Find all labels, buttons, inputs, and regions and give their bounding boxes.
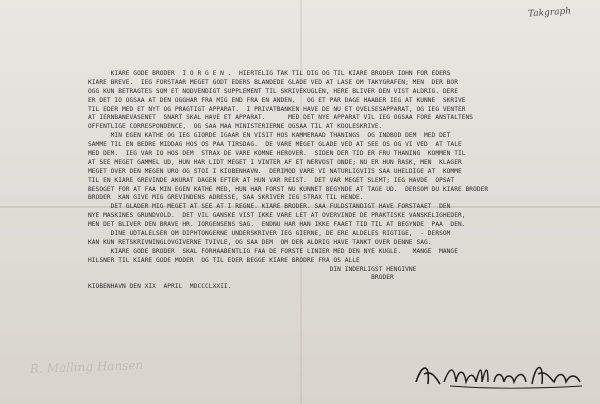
letter-line: MEN DET BLIVER DEN BRAVE HR. IÖRGENSENS SAG. ENDNU HAR HAN IKKE FAAET TID TIL AT BEGYNDE PAA DEN. <box>88 221 466 229</box>
letter-line: KAN KUN RETSKRIVNINGLOVGIVERNE TVIVLE, OG SAA DEM OM DER ALDRIG HAVE TÄNKT OVER DENNE SAG. <box>88 238 432 246</box>
letter-line: KIÖBENHAVN DEN XIX APRIL MDCCCLXXII. <box>88 283 232 291</box>
letter-line: BESÖGET FOR AT FAA MIN EGEN KÄTHE MED, HUN HAR FÖRST NU KUNNET BEGYNDE AT TAGE UD. DERSOM DU KIÄRE BRODER <box>88 185 489 193</box>
letter-line: AT SEE MEGET GAMMEL UD, HUN HAR LIDT MEGET I VINTER AF ET NERVÖST ONDE; NU ER HUN RASK, MEN KLAGER <box>88 158 462 166</box>
letter-line: OGG KUN BETRAGTES SOM ET NÖDVENDIGT SUPPLEMENT TIL SKRIVEKUGLEN, HERE BLIVER DEN VIST ALDRIG. DERE <box>88 87 458 95</box>
letter-line: SAMME TIL EN BEDRE MIDDAG HOS OS PAA TIRSDAG. DE VARE MEGET GLADE VED AT SEE OS OG VI VED AT TALE <box>88 141 462 149</box>
letter-line: ER DET IO OGSAA AT DEN OGGHAR FRA MIG END FRA EN ANDEN. OG ET PAR DAGE HAABER IEG AT KUNNE SKRIVE <box>88 96 466 104</box>
letter-line: BRODER <box>88 274 394 282</box>
letter-line: KIÄRE GODE BRODER I Ö R G E N . HIERTELIG TAK TIL DIG OG TIL KIÄRE BRODER IOHN FOR EDERS <box>88 70 451 77</box>
letter-line: MIN EGEN KÄTHE OG IEG GIORDE IGAAR EN VISIT HOS KAMMERAAD THANINGS OG INDBÖD DEM MED DET <box>88 132 451 140</box>
letter-line: TIL EDER MED ET NYT OG PRÄGTIGT APPARAT. I PRIVATBANKEN HAVE DE NU ET ÖVELSESAPPARAT, OG IEG VENTER <box>88 105 466 113</box>
letter-line: MEGET OVER DEN MEGEN URO OG STÖI I KIÖBENHAVN. DERIMOD VARE VI NATURLIGVIIS SAA UHELDIGE AT KOMME <box>88 167 462 175</box>
handwritten-signature <box>410 356 590 392</box>
bleed-through-signature: R. Malling Hansen <box>29 358 144 376</box>
typed-letter-body <box>88 70 568 292</box>
letter-line: NYE MASKINES GRUNDVOLD. DET VIL GANSKE VIST IKKE VÄRE LET AT OVERVINDE DE PRAKTISKE VANSKELIGHEDER, <box>88 212 466 220</box>
letter-line: AT IERNBANEVÄSENET SNART SKAL HAVE ET APPARAT. MED DET NYE APPARAT VIL IEG OGSAA FÖRE ANSTALTENS <box>88 114 474 122</box>
letter-line: TIL EN KIÄRE GREVINDE AKURAT DAGEN EFTER AT HUN VAR REIST. DET VAR MEGET SLEMT; IEG HAVDE OPSAT <box>88 176 455 184</box>
letter-line: KIÄRE GODE BRODER SKAL FORHAABENTLIG FAA DE FÖRSTE LINIER MED DEN NYE KUGLE. MANGE MANGE <box>88 247 458 255</box>
letter-line: KIÄRE BREVE. IEG FORSTAAR MEGET GODT EDERS BLANDEDE GLÄDE VED AT LÄSE OM TAKYGRAFEN; MEN DER BÖR <box>88 78 458 86</box>
letter-line: BRODER KAN GIVE MIG GREVINDENS ADRESSE, SAA SKRIVER IEG STRAX TIL HENDE. <box>88 194 364 202</box>
letter-line: DET GLÄDER MIG MEGET AT SEE AT I REGNE. KIÄRE BRODER. SAA FULDSTÄNDIGT HAVE FORSTAAET DEN <box>88 203 451 211</box>
letter-line: HILSNER TIL KIÄRE GODE MODER OG TIL EDER BEGGE KIÄRE BRÖDRE FRA OS ALLE <box>88 256 360 264</box>
letter-line: OFFENTLIGE CORRESPONDENCE, OG SAA MAA MINISTERIERNE OGSAA TIL AT KOOLESKRIVE. <box>88 123 383 131</box>
letter-line: DINE UDTALELSER OM DIPHTONGERNE UNDERSKRIVER IEG GIERNE, DE ERE ALDELES RIGTIGE, - DERSOM <box>88 230 451 238</box>
letter-line: MED DEM. IEG VAR IO HOS DEM STRAX DE VARE KOMNE HEROVER. SIDEN DER TID ER FRU THANING KOMMEN TIL <box>88 150 466 158</box>
letter-line: DIN INDERLIGST HENGIVNE <box>88 265 417 273</box>
corner-handwritten-note: Takgraph <box>527 6 572 20</box>
